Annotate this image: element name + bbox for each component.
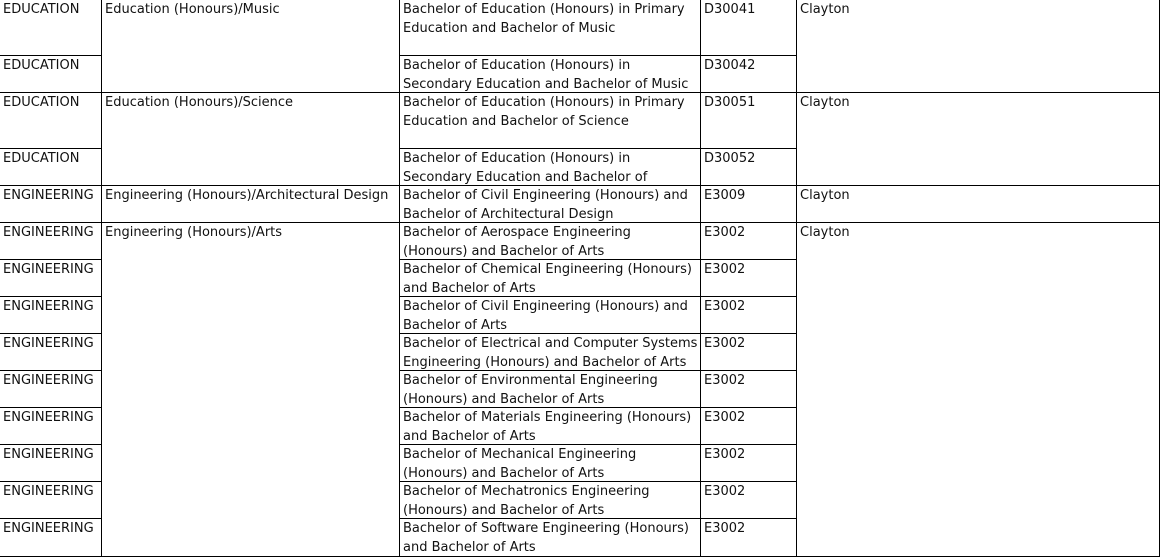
faculty-cell[interactable]: ENGINEERING xyxy=(0,186,102,223)
code-cell[interactable]: E3002 xyxy=(701,297,797,334)
combination-cell[interactable]: Education (Honours)/Science xyxy=(102,93,400,186)
code-cell[interactable]: E3002 xyxy=(701,519,797,557)
faculty-cell[interactable]: ENGINEERING xyxy=(0,482,102,519)
faculty-cell[interactable]: ENGINEERING xyxy=(0,371,102,408)
degree-cell[interactable]: Bachelor of Environmental Engineering (Honours) and Bachelor of Arts xyxy=(400,371,701,408)
code-cell[interactable]: D30041 xyxy=(701,0,797,56)
faculty-cell[interactable]: ENGINEERING xyxy=(0,408,102,445)
campus-cell[interactable]: Clayton xyxy=(797,186,1160,223)
code-cell[interactable]: E3002 xyxy=(701,334,797,371)
code-cell[interactable]: E3002 xyxy=(701,371,797,408)
code-cell[interactable]: E3002 xyxy=(701,223,797,260)
degree-cell[interactable]: Bachelor of Aerospace Engineering (Honours) and Bachelor of Arts xyxy=(400,223,701,260)
code-cell[interactable]: E3002 xyxy=(701,260,797,297)
code-cell[interactable]: E3002 xyxy=(701,482,797,519)
code-cell[interactable]: E3002 xyxy=(701,408,797,445)
faculty-cell[interactable]: ENGINEERING xyxy=(0,519,102,557)
faculty-cell[interactable]: EDUCATION xyxy=(0,0,102,56)
campus-cell[interactable]: Clayton xyxy=(797,93,1160,186)
degree-cell[interactable]: Bachelor of Chemical Engineering (Honours) and Bachelor of Arts xyxy=(400,260,701,297)
degree-cell[interactable]: Bachelor of Software Engineering (Honours) and Bachelor of Arts xyxy=(400,519,701,557)
degree-cell[interactable]: Bachelor of Civil Engineering (Honours) and Bachelor of Arts xyxy=(400,297,701,334)
faculty-cell[interactable]: ENGINEERING xyxy=(0,297,102,334)
code-cell[interactable]: E3009 xyxy=(701,186,797,223)
campus-cell[interactable]: Clayton xyxy=(797,0,1160,93)
code-cell[interactable]: D30042 xyxy=(701,56,797,93)
faculty-cell[interactable]: ENGINEERING xyxy=(0,260,102,297)
degree-cell[interactable]: Bachelor of Mechatronics Engineering (Honours) and Bachelor of Arts xyxy=(400,482,701,519)
degree-cell[interactable]: Bachelor of Education (Honours) in Secondary Education and Bachelor of xyxy=(400,149,701,186)
faculty-cell[interactable]: ENGINEERING xyxy=(0,334,102,371)
faculty-cell[interactable]: EDUCATION xyxy=(0,149,102,186)
code-cell[interactable]: D30051 xyxy=(701,93,797,149)
faculty-cell[interactable]: EDUCATION xyxy=(0,56,102,93)
combination-cell[interactable]: Engineering (Honours)/Architectural Design xyxy=(102,186,400,223)
faculty-cell[interactable]: ENGINEERING xyxy=(0,223,102,260)
campus-cell[interactable]: Clayton xyxy=(797,223,1160,557)
combination-cell[interactable]: Engineering (Honours)/Arts xyxy=(102,223,400,557)
code-cell[interactable]: D30052 xyxy=(701,149,797,186)
degree-cell[interactable]: Bachelor of Education (Honours) in Primary Education and Bachelor of Music xyxy=(400,0,701,56)
degree-cell[interactable]: Bachelor of Education (Honours) in Primary Education and Bachelor of Science xyxy=(400,93,701,149)
combination-cell[interactable]: Education (Honours)/Music xyxy=(102,0,400,93)
degree-cell[interactable]: Bachelor of Electrical and Computer Systems Engineering (Honours) and Bachelor of Arts xyxy=(400,334,701,371)
code-cell[interactable]: E3002 xyxy=(701,445,797,482)
degree-cell[interactable]: Bachelor of Civil Engineering (Honours) and Bachelor of Architectural Design xyxy=(400,186,701,223)
degree-cell[interactable]: Bachelor of Mechanical Engineering (Honours) and Bachelor of Arts xyxy=(400,445,701,482)
faculty-cell[interactable]: ENGINEERING xyxy=(0,445,102,482)
faculty-cell[interactable]: EDUCATION xyxy=(0,93,102,149)
degree-cell[interactable]: Bachelor of Education (Honours) in Secondary Education and Bachelor of Music xyxy=(400,56,701,93)
degree-cell[interactable]: Bachelor of Materials Engineering (Honours) and Bachelor of Arts xyxy=(400,408,701,445)
